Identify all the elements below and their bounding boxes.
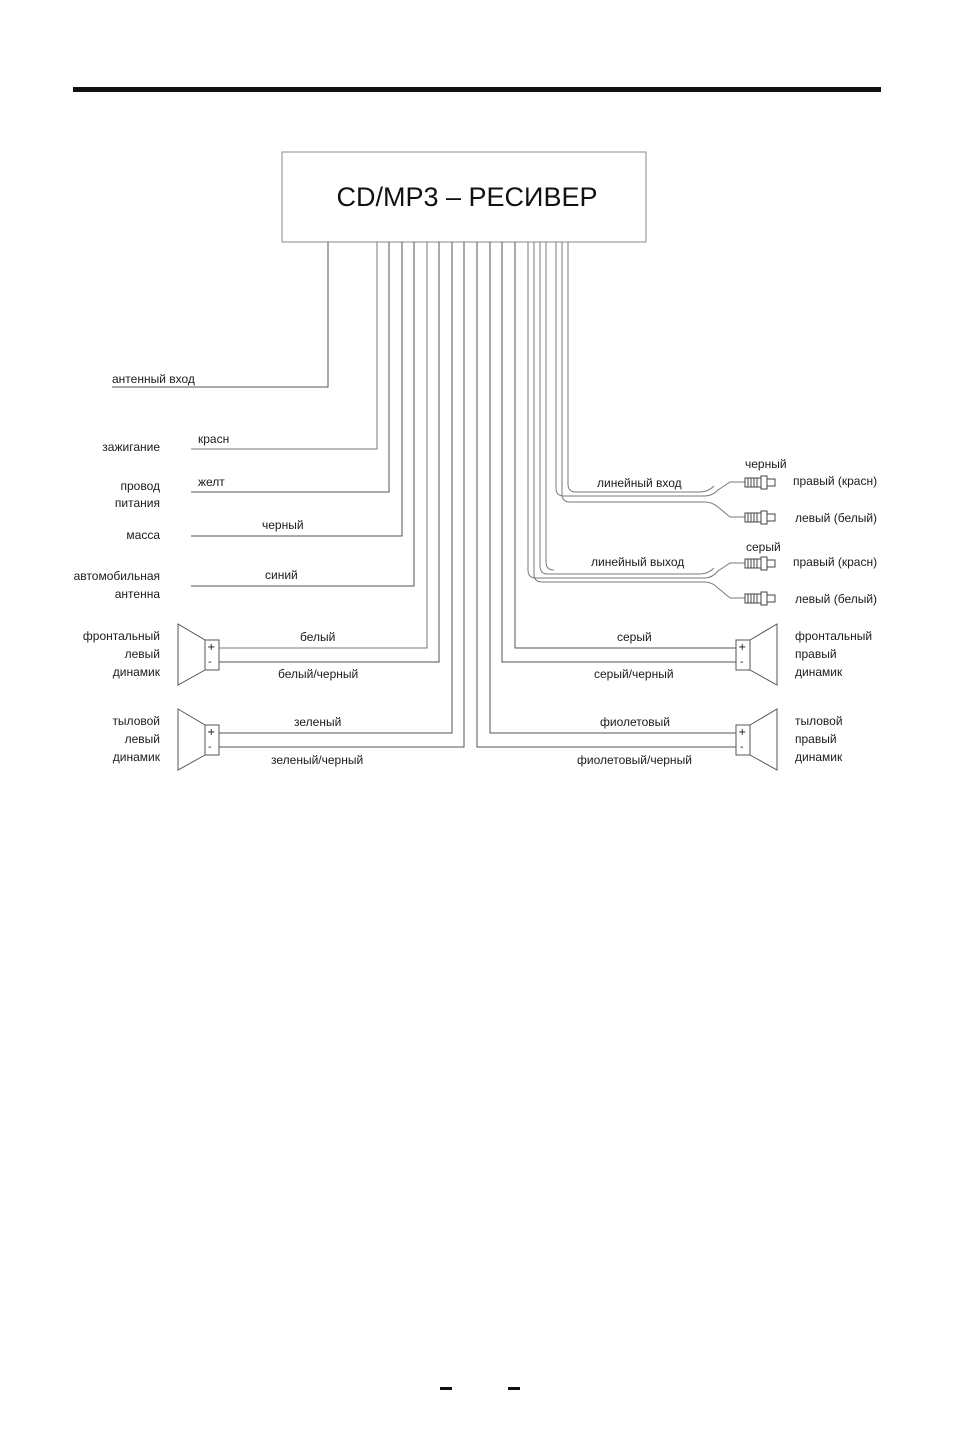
page-mark-right [508, 1387, 520, 1390]
terminal-minus: - [208, 742, 212, 753]
wire-label-white-black: белый/черный [278, 667, 359, 681]
label-auto-antenna-2: антенна [114, 587, 160, 601]
label-rear-left-1: тыловой [112, 714, 160, 728]
terminal-plus: + [207, 642, 216, 653]
wire-white-black [219, 242, 439, 662]
label-front-left-1: фронтальный [82, 629, 160, 643]
receiver-title: CD/MP3 – РЕСИВЕР [336, 182, 598, 212]
label-front-right-3: динамик [795, 665, 843, 679]
label-right-red-2: правый (красн) [793, 555, 878, 569]
wire-label-white: белый [300, 630, 336, 644]
wire-line-out-b [534, 242, 745, 598]
terminal-plus: + [207, 727, 216, 738]
wire-label-violet-black: фиолетовый/черный [577, 753, 692, 767]
label-auto-antenna-1: автомобильная [73, 569, 160, 583]
wire-label-black: черный [262, 518, 304, 532]
label-front-left-3: динамик [112, 665, 160, 679]
wire-line-in-c [568, 242, 714, 492]
wire-red [191, 242, 377, 449]
label-right-red-1: правый (красн) [793, 474, 878, 488]
rca-plug-line-in-left [745, 511, 775, 524]
label-left-white-2: левый (белый) [795, 592, 878, 606]
wire-label-green-black: зеленый/черный [271, 753, 364, 767]
wire-line-in-a [556, 242, 745, 496]
rca-plug-line-in-right [745, 476, 775, 489]
terminal-minus: - [740, 742, 744, 753]
label-front-right-1: фронтальный [795, 629, 873, 643]
top-rule [73, 87, 881, 92]
wire-gray [515, 242, 736, 648]
label-rear-left-3: динамик [112, 750, 160, 764]
label-line-in: линейный вход [597, 476, 682, 490]
label-rear-left-2: левый [124, 732, 160, 746]
label-line-in-color: черный [745, 457, 787, 471]
wire-yellow [191, 242, 389, 492]
label-rear-right-3: динамик [795, 750, 843, 764]
wire-label-red: красн [198, 432, 230, 446]
wire-label-yellow: желт [198, 475, 225, 489]
wire-white [219, 242, 427, 648]
terminal-plus: + [738, 727, 747, 738]
wire-gray-black [502, 242, 736, 662]
wire-line-out-c [540, 242, 714, 574]
wire-label-gray-black: серый/черный [594, 667, 674, 681]
speaker-rear-right-icon [736, 709, 777, 770]
wire-line-out-a [528, 242, 745, 578]
label-power-2: питания [114, 496, 160, 510]
label-rear-right-2: правый [795, 732, 837, 746]
terminal-minus: - [740, 657, 744, 668]
label-antenna-in: антенный вход [112, 372, 195, 386]
terminal-plus: + [738, 642, 747, 653]
wire-label-blue: синий [265, 568, 298, 582]
wire-antenna-in [112, 242, 328, 387]
label-ignition: зажигание [102, 440, 160, 454]
wire-label-gray: серый [617, 630, 652, 644]
label-left-white-1: левый (белый) [795, 511, 878, 525]
label-line-out: линейный выход [591, 555, 685, 569]
terminal-minus: - [208, 657, 212, 668]
speaker-rear-left-icon [178, 709, 219, 770]
wire-line-out-d [546, 242, 554, 570]
speaker-front-right-icon [736, 624, 777, 685]
wire-label-green: зеленый [294, 715, 342, 729]
label-line-out-color: серый [746, 540, 781, 554]
rca-plug-line-out-right [745, 557, 775, 570]
page-mark-left [440, 1387, 452, 1390]
wire-label-violet: фиолетовый [600, 715, 671, 729]
label-ground: масса [126, 528, 160, 542]
label-front-right-2: правый [795, 647, 837, 661]
label-front-left-2: левый [124, 647, 160, 661]
wire-green [219, 242, 452, 733]
label-rear-right-1: тыловой [795, 714, 843, 728]
label-power-1: провод [120, 479, 160, 493]
wire-blue [191, 242, 414, 586]
rca-plug-line-out-left [745, 592, 775, 605]
speaker-front-left-icon [178, 624, 219, 685]
